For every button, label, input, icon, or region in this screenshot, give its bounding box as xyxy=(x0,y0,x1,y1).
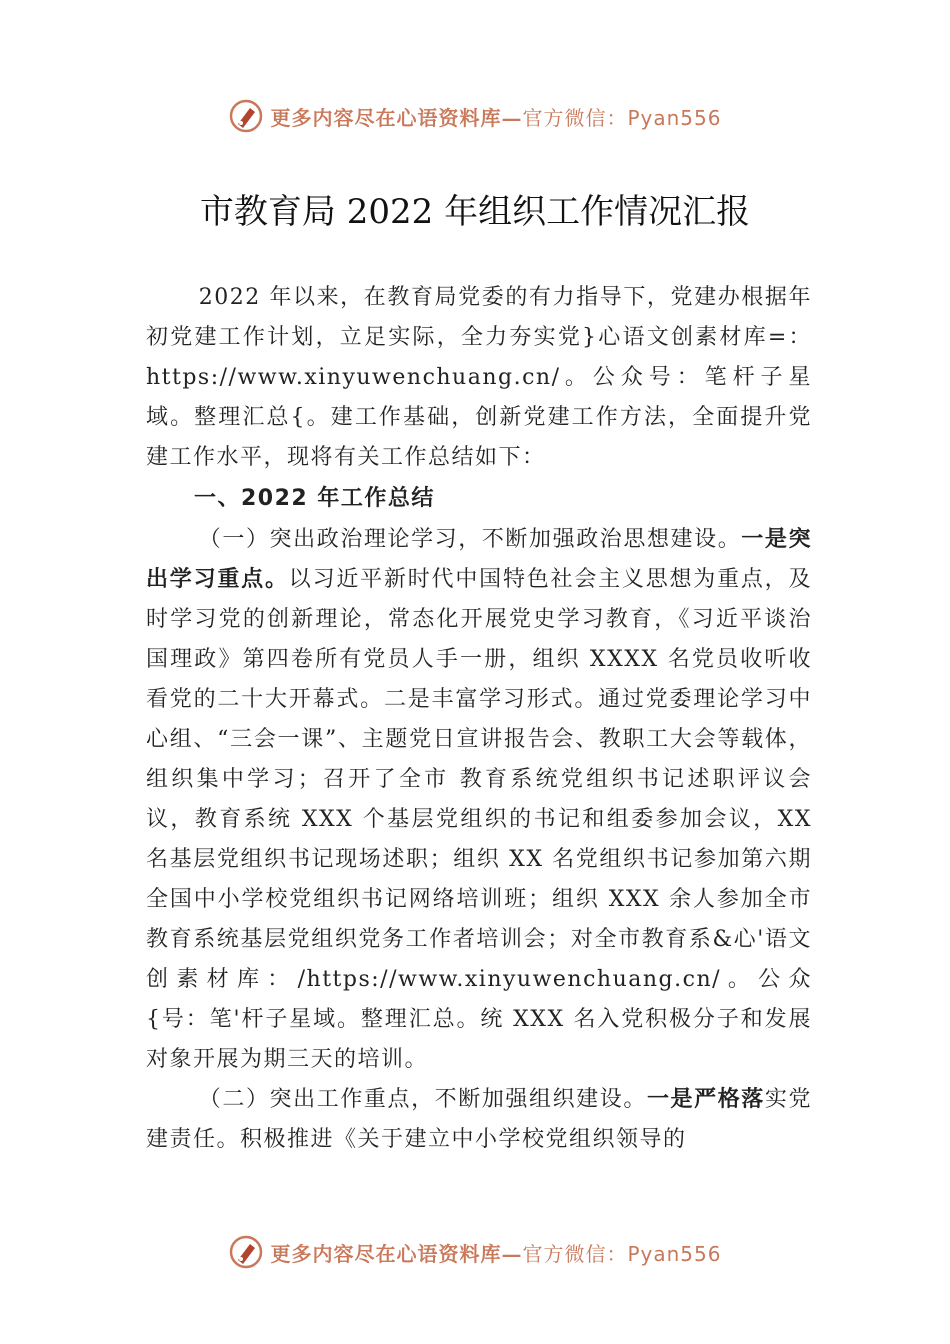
section-heading: 一、2022 年工作总结 xyxy=(194,486,435,511)
pen-nib-icon xyxy=(228,1234,264,1270)
watermark-footer xyxy=(0,1232,950,1272)
sub-section-2-lead: （二）突出工作重点，不断加强组织建设。 xyxy=(198,1087,647,1112)
pen-nib-icon xyxy=(228,98,264,134)
sub-section-1 xyxy=(146,520,812,1080)
sub-section-2 xyxy=(146,1080,812,1160)
document-title: 市教育局 2022 年组织工作情况汇报 xyxy=(199,192,751,232)
sub-section-2-bold: 一是严格落 xyxy=(646,1087,765,1112)
sub-section-1-lead: （一）突出政治理论学习，不断加强政治思想建设。 xyxy=(198,527,742,552)
watermark-header xyxy=(0,96,950,136)
document-body xyxy=(146,278,812,1160)
sub-section-1-bold: 一是突出学习重点。 xyxy=(146,527,812,592)
watermark-text: 更多内容尽在心语资料库—官方微信：Pyan556 xyxy=(270,1241,722,1266)
watermark-text: 更多内容尽在心语资料库—官方微信：Pyan556 xyxy=(270,105,722,130)
intro-paragraph: 2022 年以来，在教育局党委的有力指导下，党建办根据年初党建工作计划，立足实际，全力夯实党}心语文创素材库=：https://www.xinyuwenchuang.cn/。公众号：笔杆子星域。整理汇总{。建工作基础，创新党建工作方法，全面提升党建工作水平，现将有关工作总结如下： xyxy=(146,285,812,470)
sub-section-1-text: 以习近平新时代中国特色社会主义思想为重点，及时学习党的创新理论，常态化开展党史学习教育，《习近平谈治国理政》第四卷所有党员人手一册，组织 XXXX 名党员收听收看党的二十大开幕式。二是丰富学习形式。通过党委理论学习中心组、“三会一课”、主题党日宣讲报告会、教职工大会等载体，组织集中学习；召开了全市 教育系统党组织书记述职评议会议，教育系统 XXX 个基层党组织的书记和组委参加会议，XX 名基层党组织书记现场述职；组织 XX 名党组织书记参加第六期全国中小学校党组织书记网络培训班；组织 XXX 余人参加全市教育系统基层党组织党务工作者培训会；对全市教育系&心'语文创素材库：/https://www.xinyuwenchuang.cn/。公众{号：笔'杆子星域。整理汇总。统 XXX 名入党积极分子和发展对象开展为期三天的培训。 xyxy=(146,567,812,1072)
sub-section-2-text: 实党建责任。积极推进《关于建立中小学校党组织领导的 xyxy=(146,1087,812,1152)
